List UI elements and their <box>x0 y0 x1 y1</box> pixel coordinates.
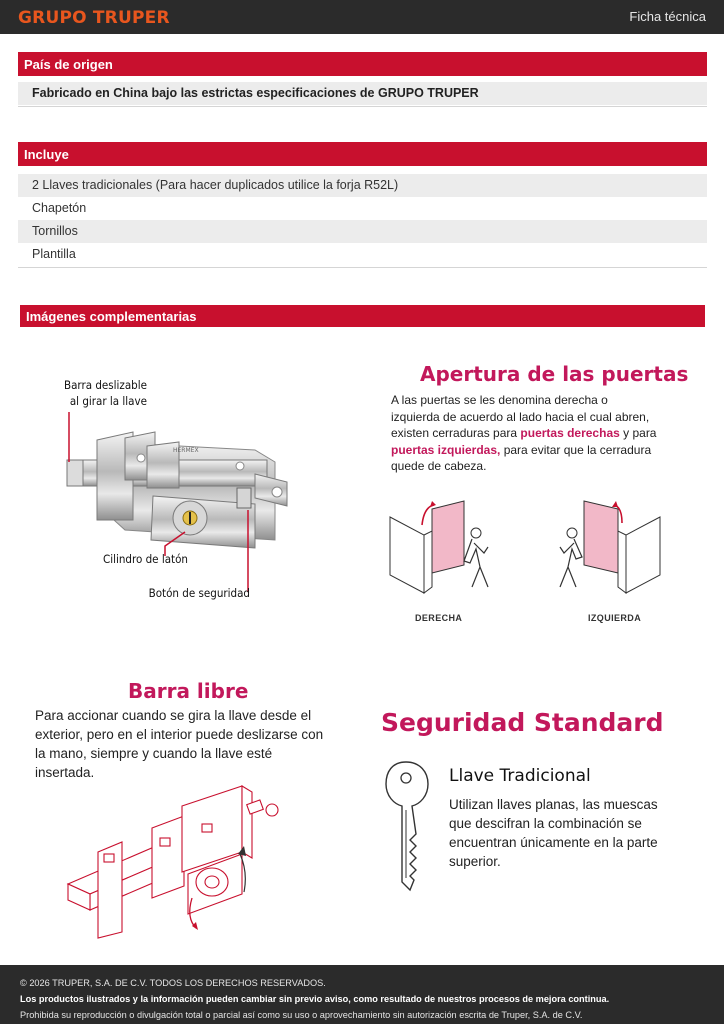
lock-brand: HERMEX <box>173 447 199 454</box>
top-bar <box>0 0 724 34</box>
button-label: Botón de seguridad <box>148 586 250 600</box>
free-bar-title: Barra libre <box>128 679 249 703</box>
opening-description: A las puertas se les denomina derecha o izquierda de acuerdo al lado hacia el cual abren, existen cerraduras para puertas derechas y para puertas izquierdas, para evitar que la cerradura quede de cabeza. <box>391 393 657 473</box>
door-left-illustration <box>552 495 662 595</box>
list-item: 2 Llaves tradicionales (Para hacer duplicados utilice la forja R52L) <box>18 174 707 197</box>
cylinder-label: Cilindro de latón <box>103 552 188 566</box>
footer <box>0 965 724 1024</box>
bar-label: Barra deslizable al girar la llave <box>63 378 147 408</box>
footer-copyright: © 2026 TRUPER, S.A. DE C.V. TODOS LOS DERECHOS RESERVADOS. <box>20 978 326 988</box>
origin-text: Fabricado en China bajo las estrictas especificaciones de GRUPO TRUPER <box>18 82 707 105</box>
list-item: Plantilla <box>32 247 76 261</box>
free-bar-description: Para accionar cuando se gira la llave desde el exterior, pero en el interior puede deslizarse con la mano, siempre y cuando la llave esté insertada. <box>35 708 324 780</box>
footer-notice: Los productos ilustrados y la información pueden cambiar sin previo aviso, como resultado de nuestros procesos de mejora continua. <box>20 994 610 1004</box>
divider <box>18 267 707 268</box>
footer-prohibition: Prohibida su reproducción o divulgación total o parcial así como su uso o aprovechamiento sin autorización escrita de Truper, S.A. de C.V. <box>20 1010 583 1020</box>
key-title: Llave Tradicional <box>449 766 591 786</box>
door-right-illustration <box>388 495 498 595</box>
door-left-label: IZQUIERDA <box>588 613 642 623</box>
key-icon <box>384 760 440 894</box>
door-right-label: DERECHA <box>415 613 463 623</box>
data-sheet-label: Ficha técnica <box>629 9 706 24</box>
free-bar-illustration <box>62 782 282 942</box>
security-title: Seguridad Standard <box>381 708 664 737</box>
divider <box>18 106 707 107</box>
key-description: Utilizan llaves planas, las muescas que descifran la combinación se encuentran únicamente en la parte superior. <box>449 797 658 869</box>
opening-title: Apertura de las puertas <box>420 362 689 386</box>
includes-section-header: Incluye <box>18 142 707 166</box>
truper-logo[interactable]: GRUPO TRUPER <box>18 8 170 28</box>
origin-section-header: País de origen <box>18 52 707 76</box>
list-item: Chapetón <box>32 201 87 215</box>
images-section-header: Imágenes complementarias <box>20 305 705 327</box>
list-item: Tornillos <box>18 220 707 243</box>
